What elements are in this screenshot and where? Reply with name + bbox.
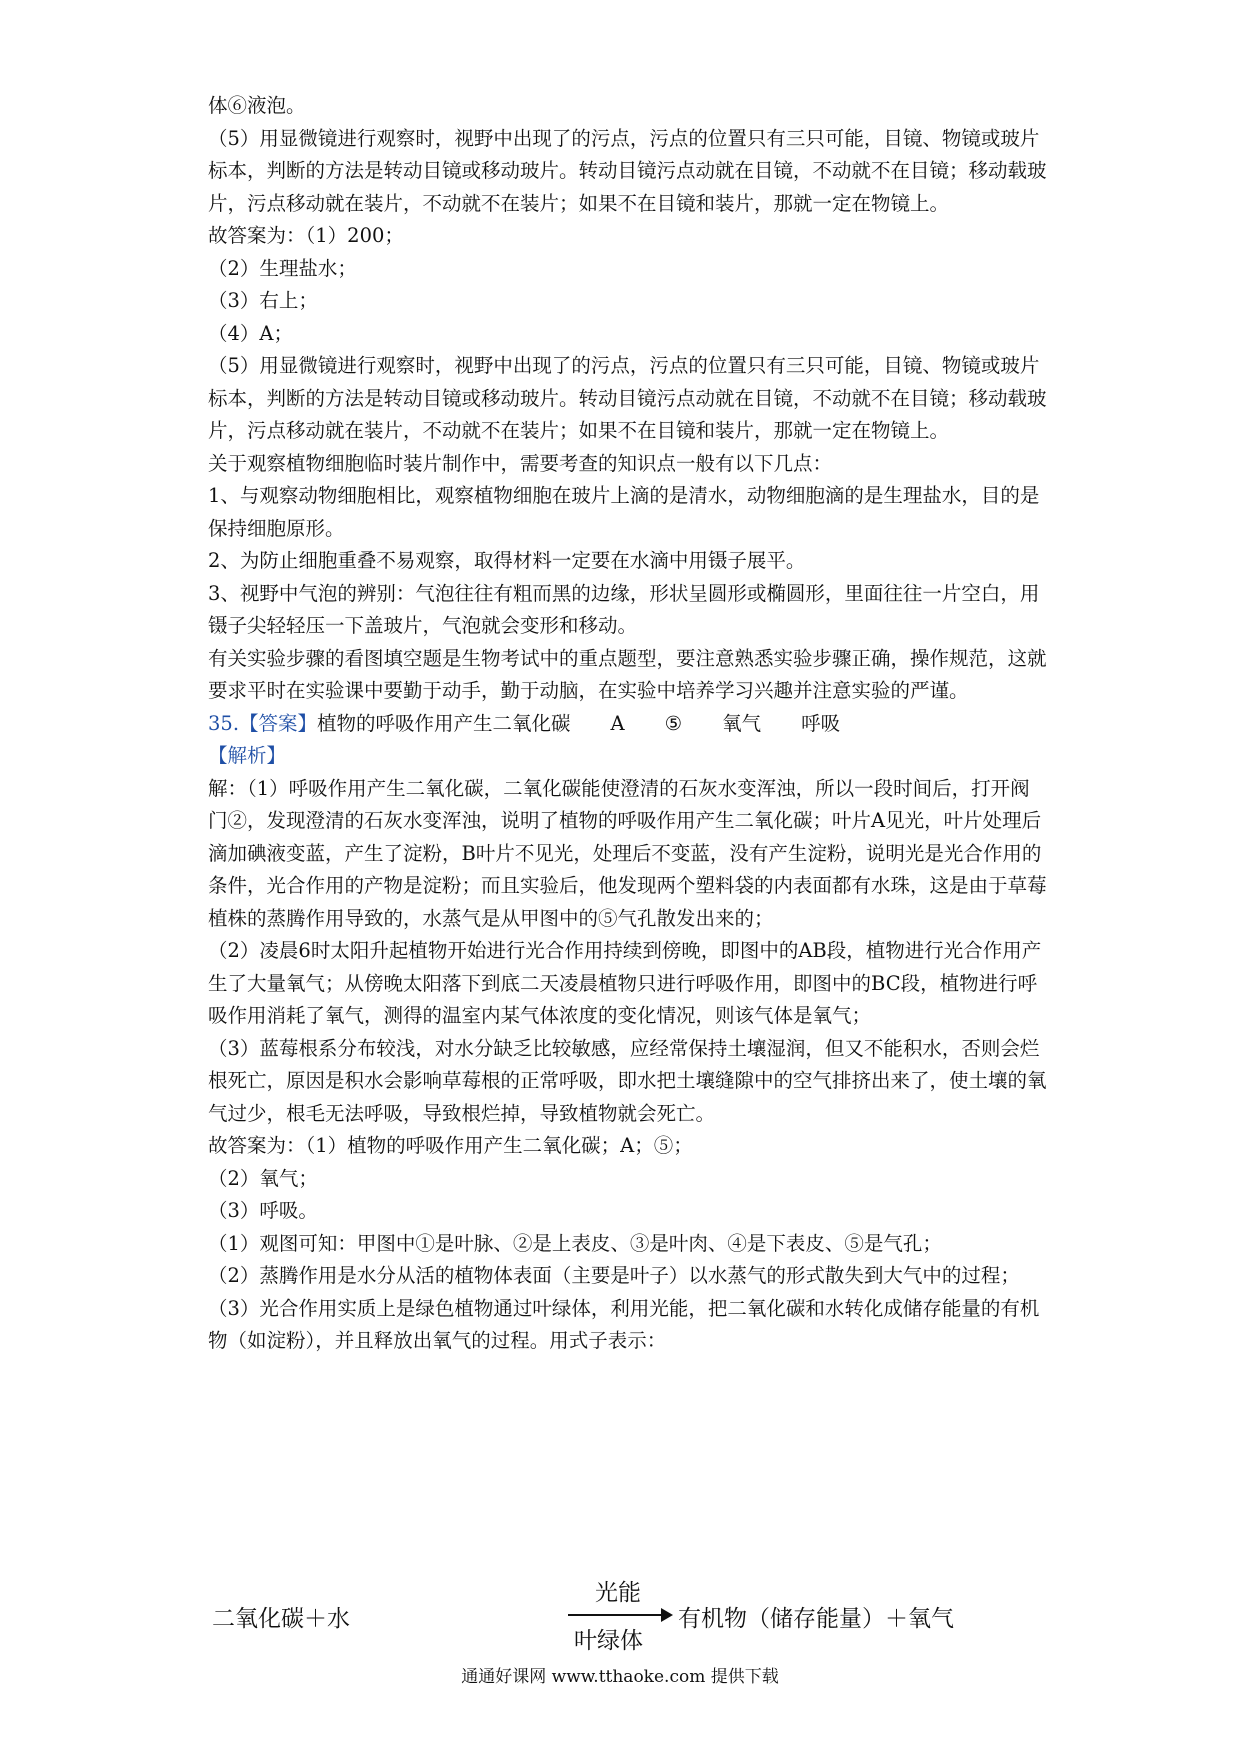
paragraph: 3、视野中气泡的辨别：气泡往往有粗而黑的边缘，形状呈圆形或椭圆形，里面往往一片空白，用镊子尖轻轻压一下盖玻片，气泡就会变形和移动。 <box>208 581 1040 637</box>
analysis-tag: 【解析】 <box>208 744 287 767</box>
paragraph: 2、为防止细胞重叠不易观察，取得材料一定要在水滴中用镊子展平。 <box>208 549 806 572</box>
paragraph: （5）用显微镜进行观察时，视野中出现了的污点，污点的位置只有三只可能，目镜、物镜或玻片标本，判断的方法是转动目镜或移动玻片。转动目镜污点动就在目镜，不动就不在目镜；移动载玻片，污点移动就在装片，不动就不在装片；如果不在目镜和装片，那就一定在物镜上。 <box>208 354 1047 442</box>
analysis-paragraph: （1）观图可知：甲图中①是叶脉、②是上表皮、③是叶肉、④是下表皮、⑤是气孔； <box>208 1231 942 1255</box>
equation-condition-light: 光能 <box>595 1580 641 1606</box>
question-number: 35. <box>208 711 240 735</box>
analysis-paragraph: （2）氧气； <box>208 1166 318 1190</box>
paragraph: 有关实验步骤的看图填空题是生物考试中的重点题型，要注意熟悉实验步骤正确，操作规范，这就要求平时在实验课中要勤于动手，勤于动脑，在实验中培养学习兴趣并注意实验的严谨。 <box>208 646 1047 702</box>
answer-5: 呼吸 <box>801 711 841 735</box>
analysis-paragraph: （3）光合作用实质上是绿色植物通过叶绿体，利用光能，把二氧化碳和水转化成储存能量的有机物（如淀粉），并且释放出氧气的过程。用式子表示： <box>208 1296 1040 1352</box>
photosynthesis-equation <box>212 1574 954 1664</box>
reaction-arrow <box>568 1614 668 1616</box>
paragraph: 关于观察植物细胞临时装片制作中，需要考查的知识点一般有以下几点： <box>208 451 833 475</box>
equation-products: 有机物（储存能量）＋氧气 <box>678 1606 954 1632</box>
analysis-paragraph: 解：（1）呼吸作用产生二氧化碳，二氧化碳能使澄清的石灰水变浑浊，所以一段时间后，打开阀门②，发现澄清的石灰水变浑浊，说明了植物的呼吸作用产生二氧化碳；叶片A见光，叶片处理后滴加碘液变蓝，产生了淀粉，B叶片不见光，处理后不变蓝，没有产生淀粉，说明光是光合作用的条件，光合作用的产物是淀粉；而且实验后，他发现两个塑料袋的内表面都有水珠，这是由于草莓植株的蒸腾作用导致的，水蒸气是从甲图中的⑤气孔散发出来的； <box>208 776 1047 930</box>
answer-4: 氧气 <box>722 711 762 735</box>
equation-condition-chloroplast: 叶绿体 <box>574 1628 643 1654</box>
paragraph: （5）用显微镜进行观察时，视野中出现了的污点，污点的位置只有三只可能，目镜、物镜或玻片标本，判断的方法是转动目镜或移动玻片。转动目镜污点动就在目镜，不动就不在目镜；移动载玻片，污点移动就在装片，不动就不在装片；如果不在目镜和装片，那就一定在物镜上。 <box>208 126 1047 215</box>
answer-3: ⑤ <box>664 711 683 735</box>
answer-1: 植物的呼吸作用产生二氧化碳 <box>317 711 571 735</box>
analysis-paragraph: （2）蒸腾作用是水分从活的植物体表面（主要是叶子）以水蒸气的形式散失到大气中的过程； <box>208 1264 1020 1287</box>
page-footer: 通通好课网 www.tthaoke.com 提供下载 <box>461 1667 779 1687</box>
question-35-answer-line <box>208 708 1048 741</box>
analysis-paragraph: 故答案为：（1）植物的呼吸作用产生二氧化碳；A；⑤； <box>208 1134 693 1157</box>
answer-tag: 【答案】 <box>239 711 318 735</box>
paragraph: 体⑥液泡。 <box>208 94 306 117</box>
analysis-paragraph: （3）蓝莓根系分布较浅，对水分缺乏比较敏感，应经常保持土壤湿润，但又不能积水，否则会烂根死亡，原因是积水会影响草莓根的正常呼吸，即水把土壤缝隙中的空气排挤出来了，使土壤的氧气过少，根毛无法呼吸，导致根烂掉，导致植物就会死亡。 <box>208 1036 1047 1125</box>
reaction-arrowhead <box>661 1608 673 1622</box>
paragraph: （4）A； <box>208 321 293 345</box>
answer-2: A <box>610 711 625 735</box>
paragraph: 故答案为：（1）200； <box>208 224 404 247</box>
analysis-paragraph: （3）呼吸。 <box>208 1199 318 1222</box>
paragraph: （3）右上； <box>208 289 318 312</box>
paragraph: 1、与观察动物细胞相比，观察植物细胞在玻片上滴的是清水，动物细胞滴的是生理盐水，目的是保持细胞原形。 <box>208 484 1040 540</box>
equation-reactants: 二氧化碳＋水 <box>212 1606 350 1632</box>
document-body <box>208 90 1048 1358</box>
paragraph: （2）生理盐水； <box>208 256 357 280</box>
analysis-paragraph: （2）凌晨6时太阳升起植物开始进行光合作用持续到傍晚，即图中的AB段，植物进行光合作用产生了大量氧气；从傍晚太阳落下到底二天凌晨植物只进行呼吸作用，即图中的BC段，植物进行呼吸作用消耗了氧气，测得的温室内某气体浓度的变化情况，则该气体是氧气； <box>208 939 1042 1027</box>
